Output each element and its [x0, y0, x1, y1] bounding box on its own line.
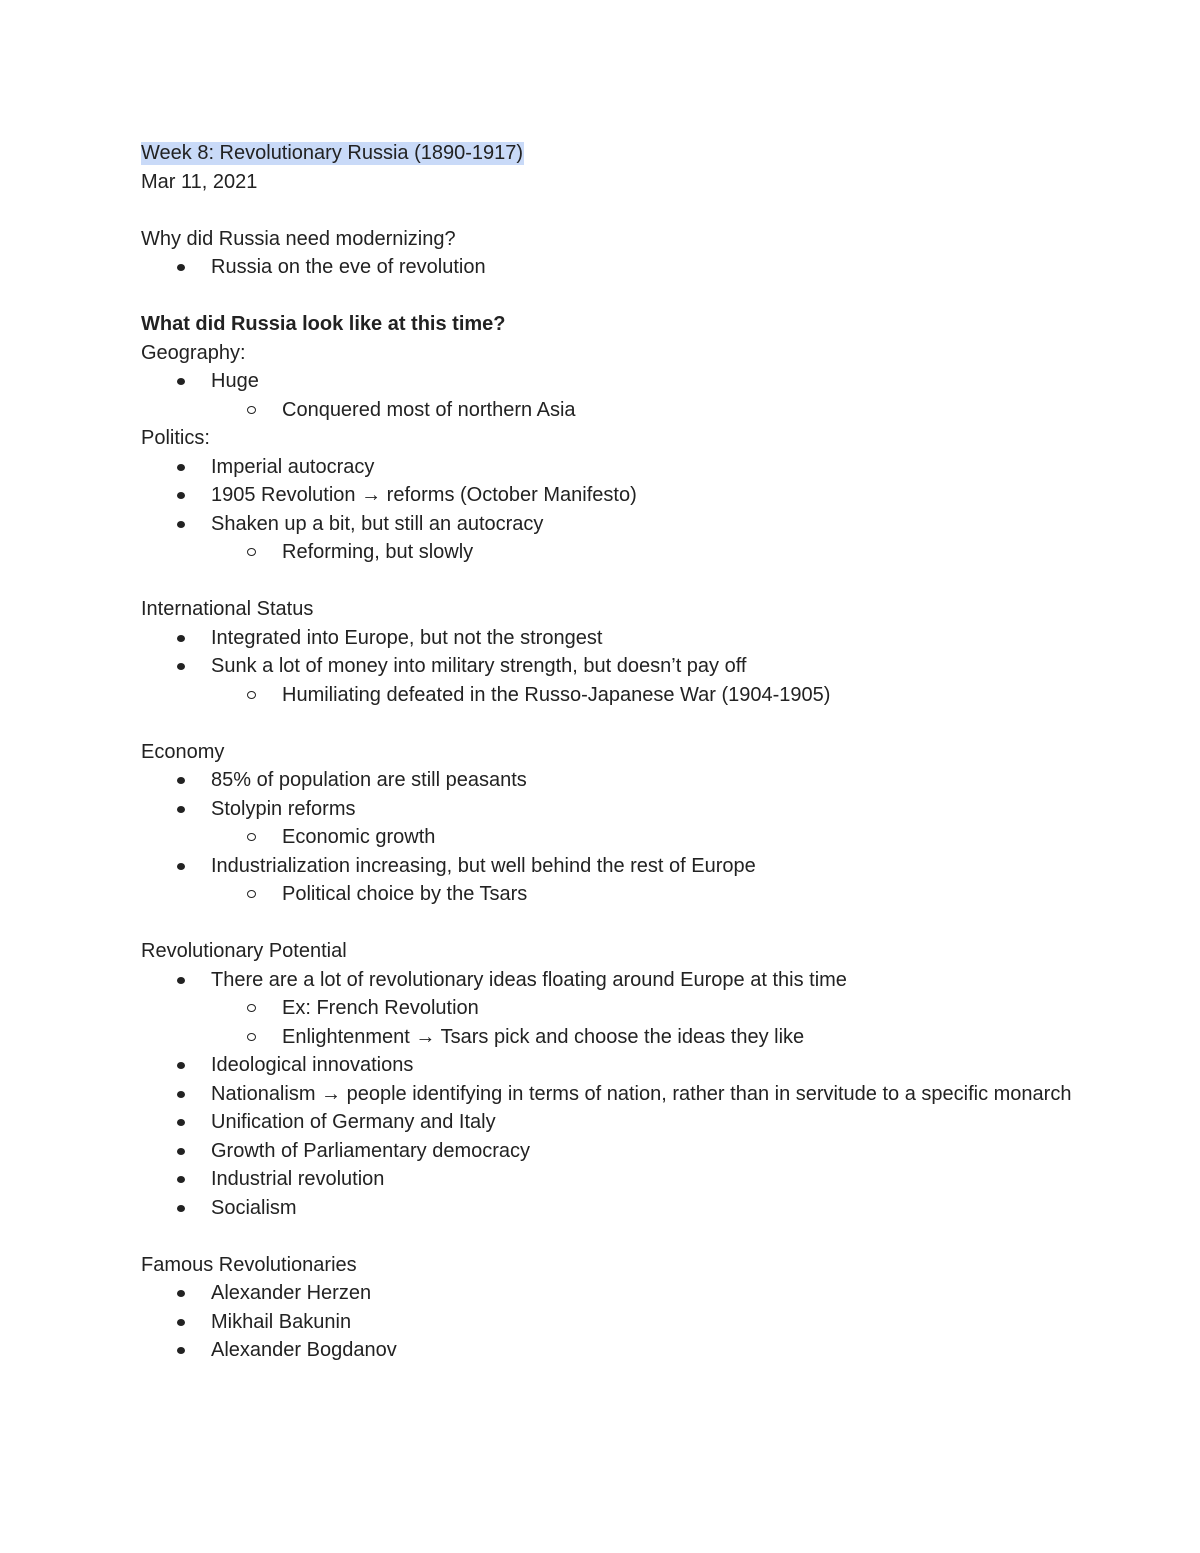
- bullet-disc-icon: [177, 1319, 185, 1326]
- label-international-status[interactable]: International Status: [141, 598, 314, 620]
- list-item[interactable]: Growth of Parliamentary democracy: [141, 1137, 1101, 1166]
- list-item[interactable]: Ideological innovations: [141, 1051, 1101, 1080]
- section-heading[interactable]: What did Russia look like at this time?: [141, 313, 506, 335]
- bullet-disc-icon: [177, 521, 185, 528]
- list-item[interactable]: Huge: [141, 367, 1101, 396]
- label-politics[interactable]: Politics:: [141, 427, 210, 449]
- bullet-disc-icon: [177, 863, 185, 870]
- bullet-disc-icon: [177, 464, 185, 471]
- bullet-disc-icon: [177, 492, 185, 499]
- bullet-disc-icon: [177, 806, 185, 813]
- spacer: [141, 709, 1101, 738]
- bullet-disc-icon: [177, 777, 185, 784]
- list-item[interactable]: Mikhail Bakunin: [141, 1308, 1101, 1337]
- bullet-disc-icon: [177, 1062, 185, 1069]
- bullet-disc-icon: [177, 1148, 185, 1155]
- bullet-circle-icon: [247, 548, 256, 556]
- list-item[interactable]: 1905 Revolution → reforms (October Manifesto): [141, 481, 1101, 510]
- bullet-disc-icon: [177, 1091, 185, 1098]
- list-item[interactable]: 85% of population are still peasants: [141, 766, 1101, 795]
- bullet-disc-icon: [177, 378, 185, 385]
- spacer: [141, 282, 1101, 311]
- list-item[interactable]: Socialism: [141, 1194, 1101, 1223]
- bullet-disc-icon: [177, 977, 185, 984]
- list-item[interactable]: Alexander Bogdanov: [141, 1336, 1101, 1365]
- bullet-disc-icon: [177, 663, 185, 670]
- list-item[interactable]: Stolypin reforms: [141, 795, 1101, 824]
- document-body: [141, 139, 1101, 1365]
- doc-date[interactable]: Mar 11, 2021: [141, 170, 258, 193]
- list-item[interactable]: Industrial revolution: [141, 1165, 1101, 1194]
- doc-title-line: [141, 139, 1101, 168]
- bullet-disc-icon: [177, 1205, 185, 1212]
- sub-list-item[interactable]: Political choice by the Tsars: [141, 880, 1101, 909]
- bullet-disc-icon: [177, 1119, 185, 1126]
- bullet-circle-icon: [247, 890, 256, 898]
- sub-list-item[interactable]: Ex: French Revolution: [141, 994, 1101, 1023]
- label-geography[interactable]: Geography:: [141, 341, 246, 364]
- bullet-circle-icon: [247, 1004, 256, 1012]
- bullet-disc-icon: [177, 1347, 185, 1354]
- bullet-disc-icon: [177, 1176, 185, 1183]
- list-item[interactable]: Alexander Herzen: [141, 1279, 1101, 1308]
- sub-list-item[interactable]: Humiliating defeated in the Russo-Japanese War (1904-1905): [141, 681, 1101, 710]
- spacer: [141, 1222, 1101, 1251]
- doc-title[interactable]: Week 8: Revolutionary Russia (1890-1917): [141, 142, 524, 164]
- bullet-circle-icon: [247, 691, 256, 699]
- spacer: [141, 196, 1101, 225]
- sub-list-item[interactable]: Economic growth: [141, 823, 1101, 852]
- list-item[interactable]: Nationalism → people identifying in terms of nation, rather than in servitude to a specific monarch: [141, 1080, 1101, 1109]
- list-item[interactable]: Integrated into Europe, but not the strongest: [141, 624, 1101, 653]
- list-item[interactable]: Russia on the eve of revolution: [141, 253, 1101, 282]
- bullet-circle-icon: [247, 833, 256, 841]
- list-item[interactable]: Sunk a lot of money into military strength, but doesn’t pay off: [141, 652, 1101, 681]
- question-modernizing[interactable]: Why did Russia need modernizing?: [141, 227, 456, 250]
- spacer: [141, 909, 1101, 938]
- bullet-circle-icon: [247, 1033, 256, 1041]
- sub-list-item[interactable]: Conquered most of northern Asia: [141, 396, 1101, 425]
- bullet-disc-icon: [177, 635, 185, 642]
- list-item[interactable]: There are a lot of revolutionary ideas floating around Europe at this time: [141, 966, 1101, 995]
- label-economy[interactable]: Economy: [141, 740, 225, 763]
- spacer: [141, 567, 1101, 596]
- label-famous-revolutionaries[interactable]: Famous Revolutionaries: [141, 1253, 357, 1276]
- sub-list-item[interactable]: Reforming, but slowly: [141, 538, 1101, 567]
- bullet-disc-icon: [177, 264, 185, 271]
- list-item[interactable]: Imperial autocracy: [141, 453, 1101, 482]
- list-item[interactable]: Shaken up a bit, but still an autocracy: [141, 510, 1101, 539]
- sub-list-item[interactable]: Enlightenment → Tsars pick and choose the ideas they like: [141, 1023, 1101, 1052]
- list-item[interactable]: Unification of Germany and Italy: [141, 1108, 1101, 1137]
- bullet-circle-icon: [247, 406, 256, 414]
- list-item[interactable]: Industrialization increasing, but well behind the rest of Europe: [141, 852, 1101, 881]
- bullet-disc-icon: [177, 1290, 185, 1297]
- label-revolutionary-potential[interactable]: Revolutionary Potential: [141, 940, 347, 962]
